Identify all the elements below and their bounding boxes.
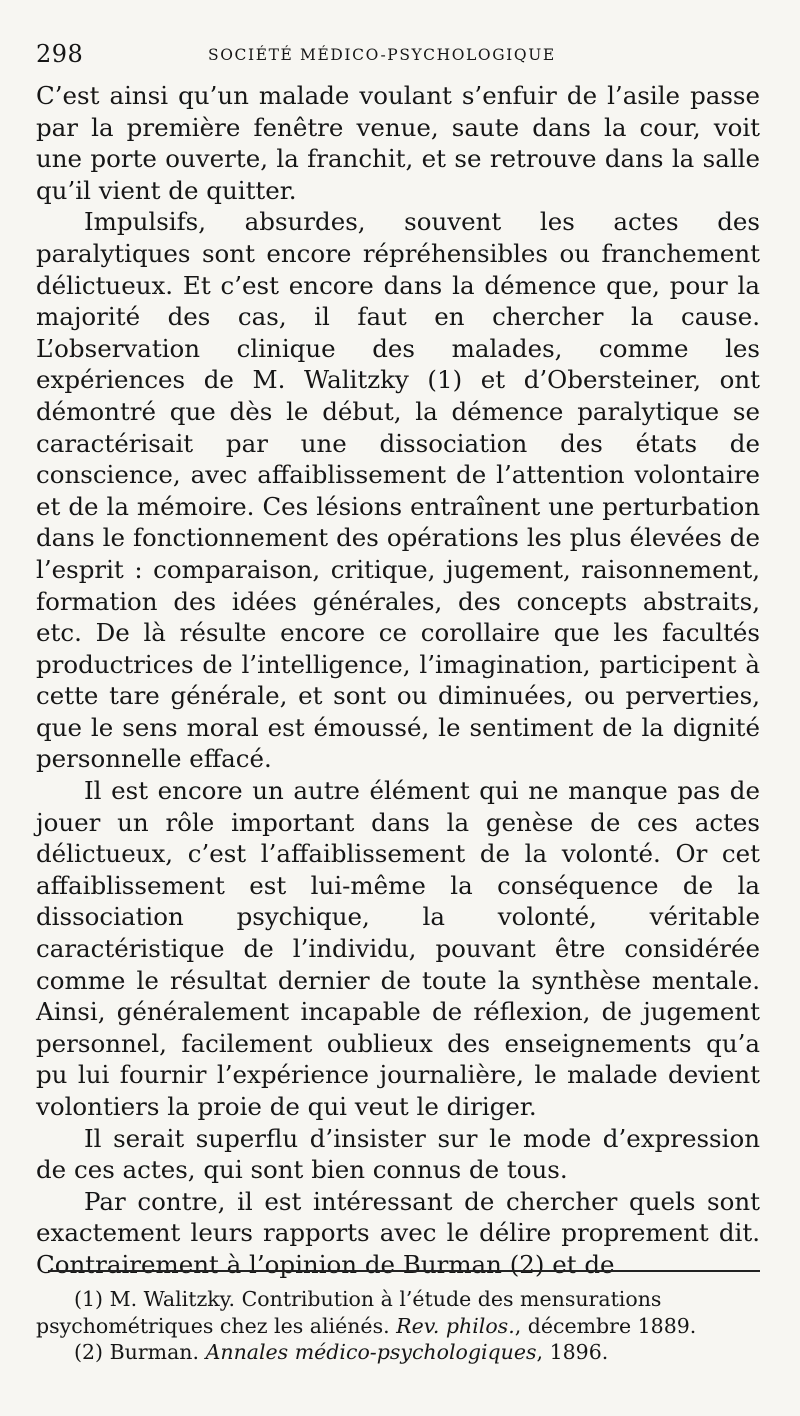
running-head: [36, 40, 760, 70]
book-page: [36, 0, 760, 1416]
page-number: 298: [36, 40, 84, 68]
footnote-2: [36, 1339, 766, 1366]
paragraph-4: Il serait superflu d’insister sur le mode d’expression de ces actes, qui sont bien connus de tous.: [36, 1123, 760, 1185]
footnote-2-date: , 1896.: [536, 1340, 609, 1364]
footnote-rule: [48, 1270, 760, 1272]
footnote-1: [36, 1286, 766, 1339]
footnote-2-journal: Annales médico-psychologiques: [205, 1340, 537, 1364]
paragraph-5: Par contre, il est intéressant de chercher quels sont exactement leurs rapports avec le délire proprement dit. Contrairement à l’opinion de Burman (2) et de: [36, 1186, 760, 1279]
footnotes: [36, 1286, 766, 1366]
paragraph-1: C’est ainsi qu’un malade voulant s’enfuir de l’asile passe par la première fenêtre venue, saute dans la cour, voit une porte ouverte, la franchit, et se retrouve dans la salle qu’il vient de quitter.: [36, 81, 760, 205]
footnote-2-marker: (2): [74, 1340, 104, 1364]
paragraph-3: Il est encore un autre élément qui ne manque pas de jouer un rôle important dans la genèse de ces actes délictueux, c’est l’affaiblissement de la volonté. Or cet affaiblissement est lui-même la conséquence de la dissociation psychique, la volonté, véritable caractéristique de l’individu, pouvant être considérée comme le résultat dernier de toute la synthèse mentale. Ainsi, généralement incapable de réflexion, de jugement personnel, facilement oublieux des enseignements qu’a pu lui fournir l’expérience journalière, le malade devient volontiers la proie de qui veut le diriger.: [36, 776, 760, 1121]
footnote-1-date: , décembre 1889.: [514, 1313, 697, 1338]
footnote-1-journal: Rev. philos.: [396, 1313, 515, 1338]
paragraph-2: Impulsifs, absurdes, souvent les actes des paralytiques sont encore répréhensibles ou franchement délictueux. Et c’est encore dans la démence que, pour la majorité des cas, il faut en chercher la cause. L’observation clinique des malades, comme les expériences de M. Walitzky (1) et d’Obersteiner, ont démontré que dès le début, la démence paralytique se caractérisait par une dissociation des états de conscience, avec affaiblissement de l’attention volontaire et de la mémoire. Ces lésions entraînent une perturbation dans le fonctionnement des opérations les plus élevées de l’esprit : comparaison, critique, jugement, raisonnement, formation des idées générales, des concepts abstraits, etc. De là résulte encore ce corollaire que les facultés productrices de l’intelligence, l’imagination, participent à cette tare générale, et sont ou diminuées, ou perverties, que le sens moral est émoussé, le sentiment de la dignité personnelle effacé.: [36, 207, 760, 774]
footnote-1-author: M. Walitzky.: [109, 1287, 236, 1311]
footnote-1-text: Contribution à l’étude des mensurations psychométriques chez les aliénés.: [36, 1287, 662, 1338]
footnote-1-marker: (1): [74, 1287, 104, 1311]
body-text: [36, 80, 760, 1281]
footnote-2-author: Burman.: [109, 1340, 200, 1364]
running-title: SOCIÉTÉ MÉDICO-PSYCHOLOGIQUE: [208, 46, 556, 64]
